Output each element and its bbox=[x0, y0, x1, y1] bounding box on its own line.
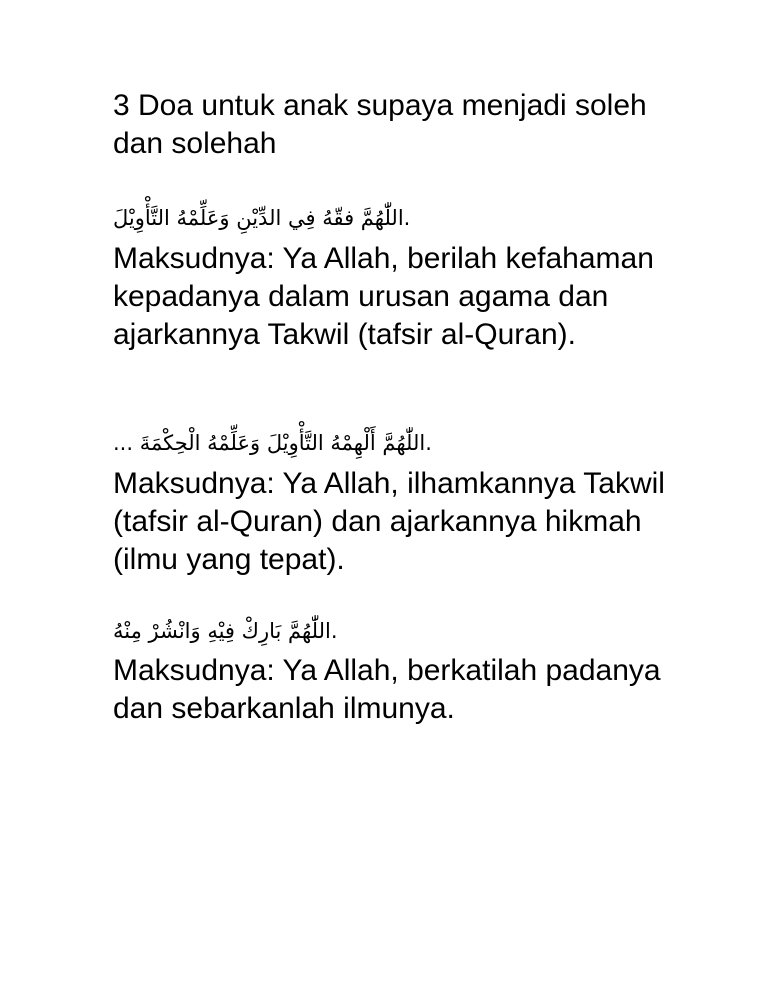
prayer-3-meaning: Maksudnya: Ya Allah, berkatilah padanya dan sebarkanlah ilmunya. bbox=[113, 654, 661, 725]
page-title: 3 Doa untuk anak supaya menjadi soleh dan solehah bbox=[113, 89, 647, 160]
prayer-1-meaning: Maksudnya: Ya Allah, berilah kefahaman kepadanya dalam urusan agama dan ajarkannya Takwil (tafsir al-Quran). bbox=[113, 242, 654, 351]
prayer-2-arabic: .اللّٰهُمَّ أَلْهِمْهُ التَّأْوِيْلَ وَعَلِّمْهُ الْحِكْمَةَ ... bbox=[113, 431, 432, 455]
prayer-1-arabic: .اللّٰهُمَّ فقّهُ فِي الدِّيْنِ وَعَلِّمْهُ التَّأْوِيْلَ bbox=[113, 206, 411, 230]
prayer-3-arabic: .اللّٰهُمَّ بَارِكْ فِيْهِ وَانْشُرْ مِنْهُ bbox=[113, 619, 338, 643]
prayer-2-meaning: Maksudnya: Ya Allah, ilhamkannya Takwil (tafsir al-Quran) dan ajarkannya hikmah (ilmu yang tepat). bbox=[113, 467, 665, 576]
